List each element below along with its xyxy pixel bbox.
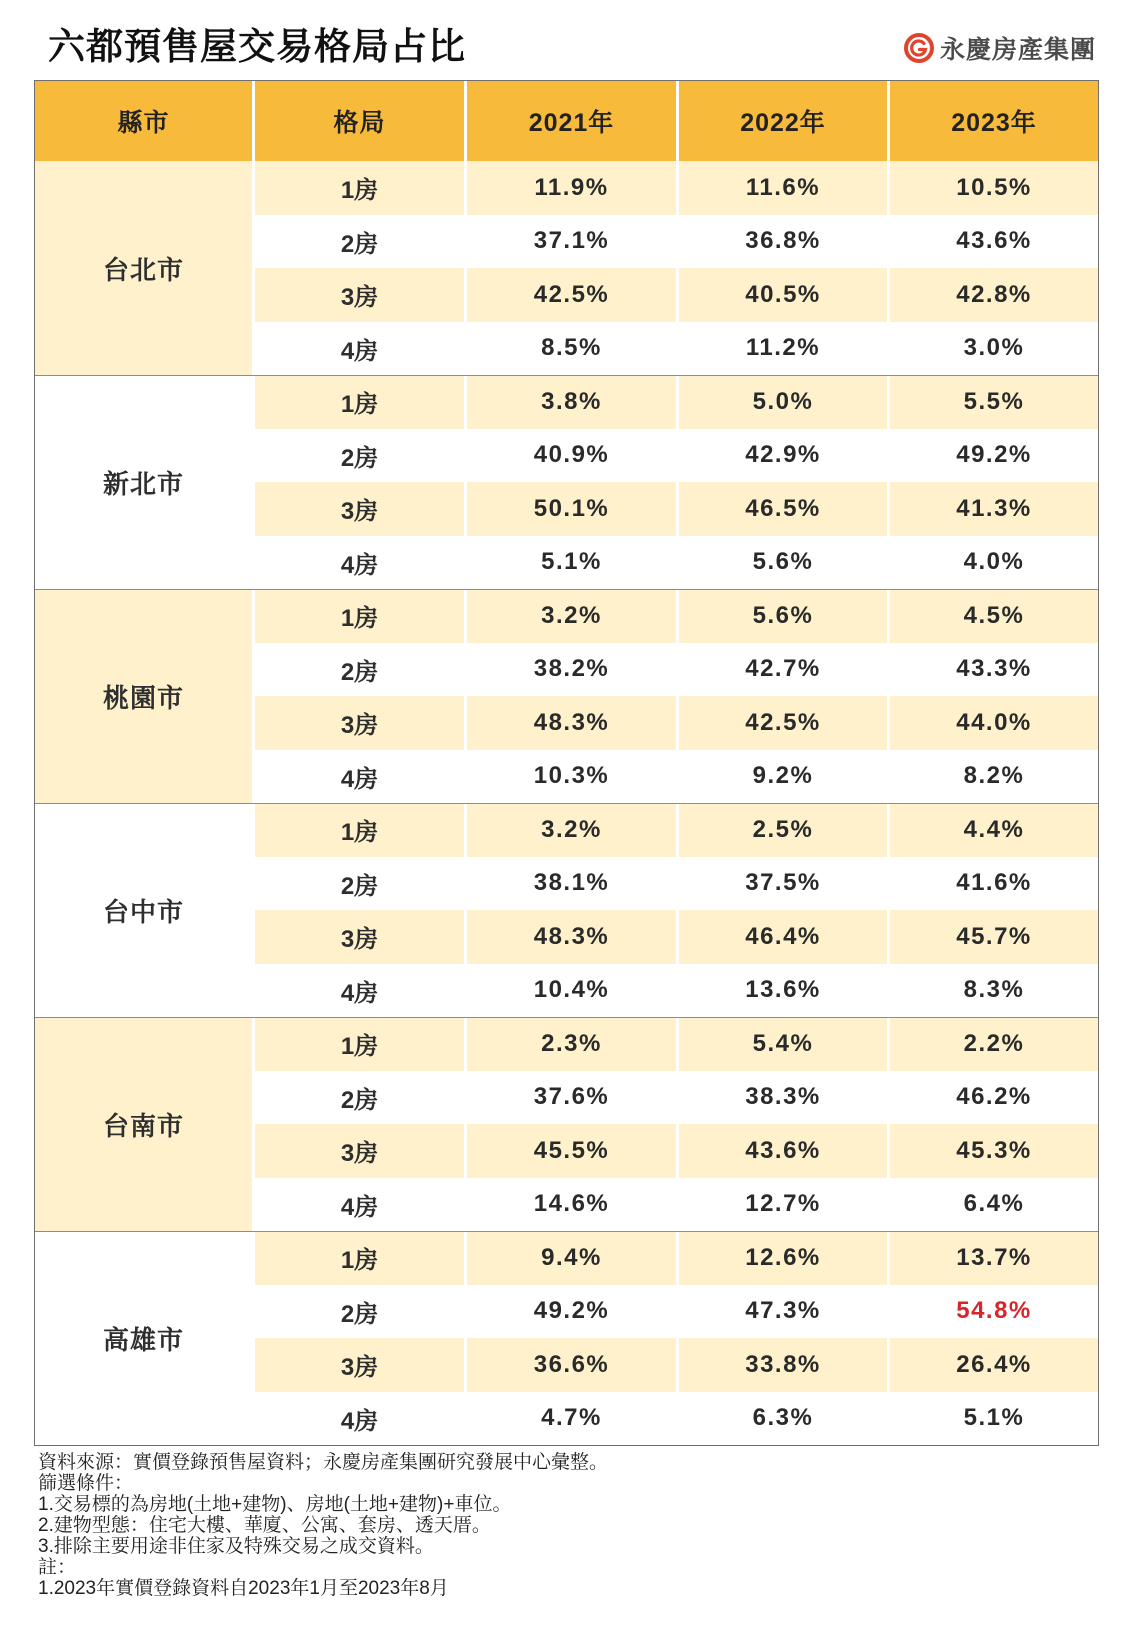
value-cell: 2.3% (467, 1017, 676, 1071)
group-divider (35, 375, 1098, 376)
value-cell: 26.4% (890, 1338, 1098, 1392)
value-cell: 13.7% (890, 1231, 1098, 1285)
value-cell: 4.4% (890, 803, 1098, 857)
value-cell: 46.2% (890, 1071, 1098, 1125)
value-cell: 49.2% (890, 429, 1098, 483)
footnote-note-heading: 註： (38, 1557, 77, 1578)
value-cell: 4.0% (890, 536, 1098, 590)
value-cell: 42.9% (679, 429, 887, 483)
value-cell: 9.2% (679, 750, 887, 804)
value-cell: 40.5% (679, 268, 887, 322)
layout-cell: 4房 (255, 322, 464, 376)
city-cell: 新北市 (35, 375, 252, 589)
layout-cell: 4房 (255, 750, 464, 804)
layout-cell: 1房 (255, 589, 464, 643)
value-cell: 10.4% (467, 964, 676, 1018)
header-layout: 格局 (255, 81, 464, 161)
data-table (34, 80, 1099, 1446)
layout-cell: 1房 (255, 1231, 464, 1285)
value-cell: 3.0% (890, 322, 1098, 376)
layout-cell: 1房 (255, 375, 464, 429)
value-cell: 10.3% (467, 750, 676, 804)
value-cell: 49.2% (467, 1285, 676, 1339)
value-cell: 4.5% (890, 589, 1098, 643)
value-cell: 33.8% (679, 1338, 887, 1392)
value-cell: 13.6% (679, 964, 887, 1018)
value-cell: 37.1% (467, 215, 676, 269)
value-cell: 12.6% (679, 1231, 887, 1285)
header-city: 縣市 (35, 81, 252, 161)
value-cell: 42.5% (467, 268, 676, 322)
value-cell: 8.3% (890, 964, 1098, 1018)
value-cell: 11.9% (467, 161, 676, 215)
value-cell: 45.3% (890, 1124, 1098, 1178)
city-cell: 台南市 (35, 1017, 252, 1231)
value-cell: 45.5% (467, 1124, 676, 1178)
layout-cell: 2房 (255, 1071, 464, 1125)
value-cell-highlighted: 54.8% (890, 1285, 1098, 1339)
layout-cell: 3房 (255, 1338, 464, 1392)
value-cell: 5.4% (679, 1017, 887, 1071)
value-cell: 5.1% (890, 1392, 1098, 1446)
value-cell: 38.3% (679, 1071, 887, 1125)
footnote-filter-2: 2.建物型態：住宅大樓、華廈、公寓、套房、透天厝。 (38, 1515, 491, 1536)
group-divider (35, 803, 1098, 804)
layout-cell: 3房 (255, 696, 464, 750)
value-cell: 43.3% (890, 643, 1098, 697)
value-cell: 12.7% (679, 1178, 887, 1232)
layout-cell: 4房 (255, 1178, 464, 1232)
footnote-filter-1: 1.交易標的為房地(土地+建物)、房地(土地+建物)+車位。 (38, 1494, 512, 1515)
layout-cell: 4房 (255, 536, 464, 590)
layout-cell: 2房 (255, 857, 464, 911)
value-cell: 5.6% (679, 589, 887, 643)
layout-cell: 3房 (255, 482, 464, 536)
header-2021: 2021年 (467, 81, 676, 161)
header-2023: 2023年 (890, 81, 1098, 161)
value-cell: 41.6% (890, 857, 1098, 911)
value-cell: 9.4% (467, 1231, 676, 1285)
footnotes (38, 1452, 608, 1599)
value-cell: 4.7% (467, 1392, 676, 1446)
brand-name: 永慶房產集團 (939, 36, 1096, 64)
footnote-note-1: 1.2023年實價登錄資料自2023年1月至2023年8月 (38, 1578, 449, 1599)
city-cell: 台中市 (35, 803, 252, 1017)
layout-cell: 2房 (255, 1285, 464, 1339)
value-cell: 5.6% (679, 536, 887, 590)
value-cell: 38.2% (467, 643, 676, 697)
value-cell: 41.3% (890, 482, 1098, 536)
page-title: 六都預售屋交易格局占比 (48, 26, 466, 67)
value-cell: 37.6% (467, 1071, 676, 1125)
value-cell: 11.2% (679, 322, 887, 376)
layout-cell: 2房 (255, 215, 464, 269)
brand-logo (903, 30, 1096, 66)
value-cell: 44.0% (890, 696, 1098, 750)
layout-cell: 1房 (255, 803, 464, 857)
footnote-filter-3: 3.排除主要用途非住家及特殊交易之成交資料。 (38, 1536, 434, 1557)
value-cell: 46.4% (679, 910, 887, 964)
value-cell: 40.9% (467, 429, 676, 483)
layout-cell: 4房 (255, 1392, 464, 1446)
layout-cell: 2房 (255, 643, 464, 697)
value-cell: 3.2% (467, 589, 676, 643)
value-cell: 8.2% (890, 750, 1098, 804)
yungching-logo-icon (903, 32, 935, 64)
value-cell: 42.5% (679, 696, 887, 750)
value-cell: 6.3% (679, 1392, 887, 1446)
value-cell: 43.6% (890, 215, 1098, 269)
city-cell: 高雄市 (35, 1231, 252, 1445)
footnote-filter-heading: 篩選條件： (38, 1473, 134, 1494)
layout-cell: 1房 (255, 1017, 464, 1071)
footnote-source: 資料來源：實價登錄預售屋資料；永慶房產集團研究發展中心彙整。 (38, 1452, 609, 1473)
value-cell: 45.7% (890, 910, 1098, 964)
layout-cell: 2房 (255, 429, 464, 483)
value-cell: 48.3% (467, 910, 676, 964)
value-cell: 37.5% (679, 857, 887, 911)
value-cell: 38.1% (467, 857, 676, 911)
value-cell: 2.5% (679, 803, 887, 857)
value-cell: 8.5% (467, 322, 676, 376)
value-cell: 47.3% (679, 1285, 887, 1339)
value-cell: 5.0% (679, 375, 887, 429)
city-cell: 桃園市 (35, 589, 252, 803)
value-cell: 46.5% (679, 482, 887, 536)
value-cell: 42.7% (679, 643, 887, 697)
value-cell: 36.8% (679, 215, 887, 269)
value-cell: 50.1% (467, 482, 676, 536)
value-cell: 2.2% (890, 1017, 1098, 1071)
layout-cell: 4房 (255, 964, 464, 1018)
header-2022: 2022年 (679, 81, 887, 161)
group-divider (35, 1017, 1098, 1018)
value-cell: 5.5% (890, 375, 1098, 429)
city-cell: 台北市 (35, 161, 252, 375)
value-cell: 6.4% (890, 1178, 1098, 1232)
value-cell: 42.8% (890, 268, 1098, 322)
layout-cell: 3房 (255, 1124, 464, 1178)
value-cell: 3.8% (467, 375, 676, 429)
layout-cell: 3房 (255, 268, 464, 322)
value-cell: 11.6% (679, 161, 887, 215)
value-cell: 10.5% (890, 161, 1098, 215)
value-cell: 36.6% (467, 1338, 676, 1392)
layout-cell: 1房 (255, 161, 464, 215)
group-divider (35, 1231, 1098, 1232)
group-divider (35, 589, 1098, 590)
value-cell: 14.6% (467, 1178, 676, 1232)
value-cell: 5.1% (467, 536, 676, 590)
layout-cell: 3房 (255, 910, 464, 964)
value-cell: 43.6% (679, 1124, 887, 1178)
value-cell: 48.3% (467, 696, 676, 750)
value-cell: 3.2% (467, 803, 676, 857)
